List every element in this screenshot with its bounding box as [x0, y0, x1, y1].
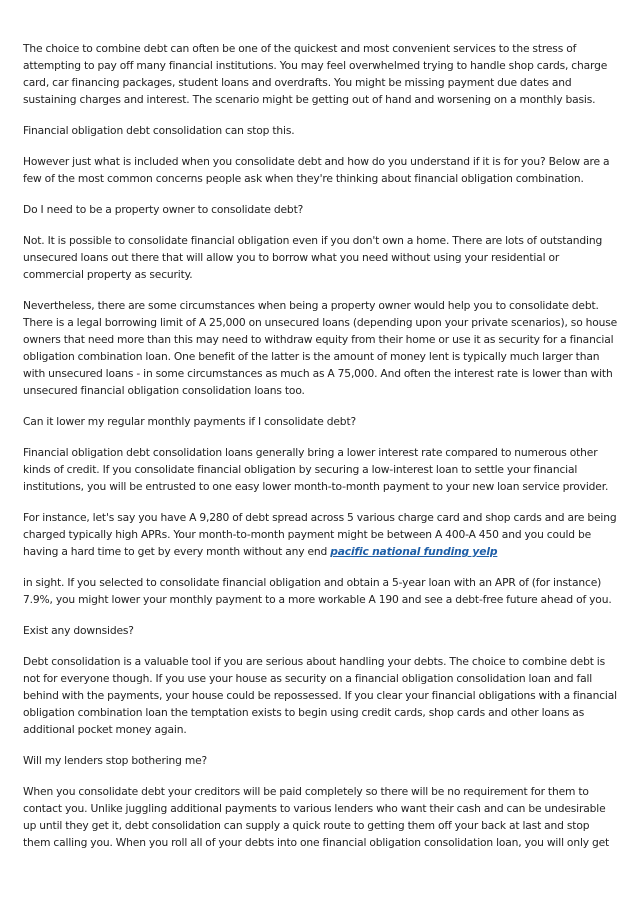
answer-property-owner: Not. It is possible to consolidate financial obligation even if you don't own a home. There are lots of outstanding unsecured loans out there that will allow you to borrow what you need without using your residential or commercial property as security. [23, 234, 603, 281]
document-page [23, 40, 619, 865]
question-downsides: Exist any downsides? [23, 624, 134, 637]
paragraph-intro: The choice to combine debt can often be one of the quickest and most convenient services to the stress of attempting to pay off many financial institutions. You may feel overwhelmed trying to handle shop cards, charge card, car financing packages, student loans and overdrafts. You might be missing payment due dates and sustaining charges and interest. The scenario might be getting out of hand and worsening on a monthly basis. [23, 42, 608, 106]
paragraph-example-continued: in sight. If you selected to consolidate financial obligation and obtain a 5-year loan with an APR of (for instance) 7.9%, you might lower your monthly payment to a more workable A 190 and see a debt-free future ahead of you. [23, 576, 612, 606]
answer-lenders: When you consolidate debt your creditors will be paid completely so there will be no requirement for them to contact you. Unlike juggling additional payments to various lenders who want their cash and can be undesirable up until they get it, debt consolidation can supply a quick route to getting them off your back at last and stop them calling you. When you roll all of your debts into one financial obligation consolidation loan, you will only get [23, 785, 610, 849]
paragraph-example [23, 509, 619, 560]
paragraph-stop-this: Financial obligation debt consolidation can stop this. [23, 124, 295, 137]
question-lower-payments: Can it lower my regular monthly payments if I consolidate debt? [23, 415, 357, 428]
question-lenders: Will my lenders stop bothering me? [23, 754, 208, 767]
paragraph-whats-included: However just what is included when you consolidate debt and how do you understand if it is for you? Below are a few of the most common concerns people ask when they're thinking about financial obligation combination. [23, 155, 610, 185]
question-property-owner: Do I need to be a property owner to consolidate debt? [23, 203, 304, 216]
answer-lower-payments: Financial obligation debt consolidation loans generally bring a lower interest rate compared to numerous other kinds of credit. If you consolidate financial obligation by securing a low-interest loan to settle your financial institutions, you will be entrusted to one easy lower month-to-month payment to your new loan service provider. [23, 446, 609, 493]
paragraph-property-owner-benefit: Nevertheless, there are some circumstances when being a property owner would help you to consolidate debt. There is a legal borrowing limit of A 25,000 on unsecured loans (depending upon your private scenarios), so house owners that need more than this may need to withdraw equity from their home or use it as security for a financial obligation combination loan. One benefit of the latter is the amount of money lent is typically much larger than with unsecured loans - in some circumstances as much as A 75,000. And often the interest rate is lower than with unsecured financial obligation consolidation loans too. [23, 299, 618, 397]
paragraph-example-text: For instance, let's say you have A 9,280 of debt spread across 5 various charge card and shop cards and are being charged typically high APRs. Your month-to-month payment might be between A 400-A 450 and you could be having a hard time to get by every month without any end [23, 511, 617, 558]
pacific-national-funding-link[interactable]: pacific national funding yelp [330, 545, 498, 558]
answer-downsides: Debt consolidation is a valuable tool if you are serious about handling your debts. The choice to combine debt is not for everyone though. If you use your house as security on a financial obligation consolidation loan and fall behind with the payments, your house could be repossessed. If you clear your financial obligations with a financial obligation combination loan the temptation exists to begin using credit cards, shop cards and other loans as additional pocket money again. [23, 655, 617, 736]
